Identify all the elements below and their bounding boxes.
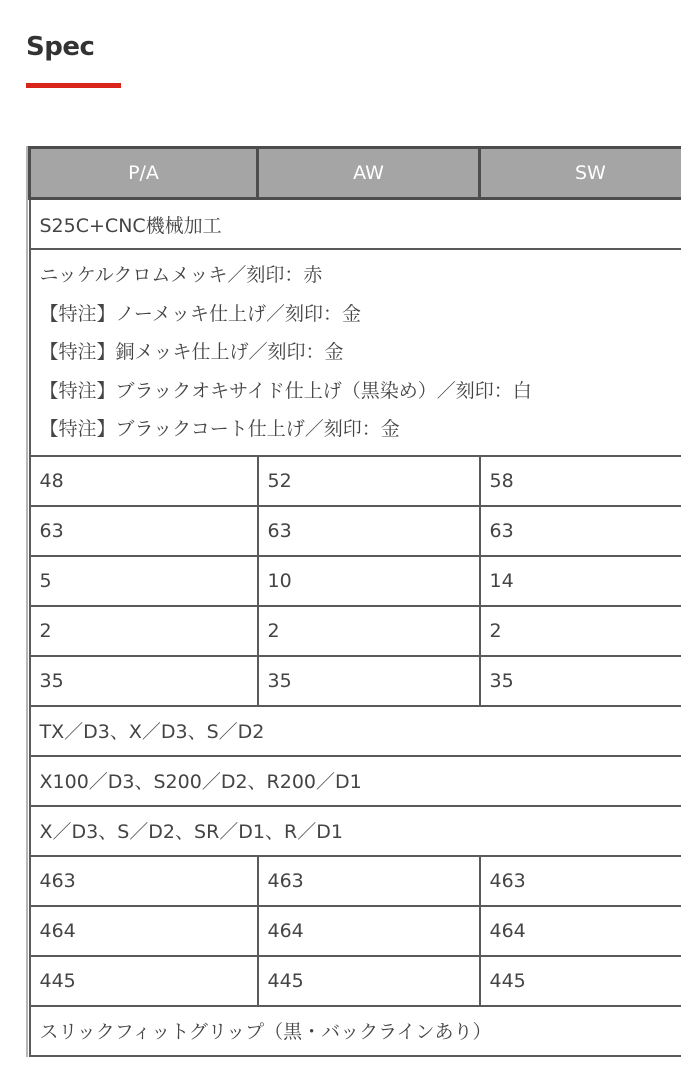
finish-line: 【特注】ノーメッキ仕上げ／刻印：金	[39, 302, 361, 325]
table-cell: 35	[258, 656, 480, 706]
table-row	[30, 906, 681, 956]
table-cell: 5	[30, 556, 258, 606]
header-pa: P/A	[30, 148, 258, 199]
spec-table	[28, 146, 681, 1057]
table-cell: 445	[480, 956, 681, 1006]
table-cell: 63	[480, 506, 681, 556]
table-cell: 445	[30, 956, 258, 1006]
shaft-row	[30, 806, 681, 856]
table-cell: 445	[258, 956, 480, 1006]
table-cell: 464	[480, 906, 681, 956]
table-row	[30, 856, 681, 906]
table-cell: 2	[30, 606, 258, 656]
finish-line: 【特注】ブラックコート仕上げ／刻印：金	[39, 418, 400, 440]
table-cell: 58	[480, 456, 681, 506]
title-underline	[26, 83, 121, 88]
table-row	[30, 606, 681, 656]
material-row	[30, 199, 681, 250]
spec-table-container[interactable]	[26, 146, 681, 1057]
shaft-cell: TX／D3、X／D3、S／D2	[30, 706, 681, 756]
grip-row	[30, 1006, 681, 1056]
shaft-cell: X100／D3、S200／D2、R200／D1	[30, 756, 681, 806]
header-sw: SW	[480, 148, 681, 199]
table-cell: 464	[258, 906, 480, 956]
table-cell: 48	[30, 456, 258, 506]
shaft-row	[30, 706, 681, 756]
shaft-row	[30, 756, 681, 806]
table-cell: 63	[258, 506, 480, 556]
table-cell: 463	[30, 856, 258, 906]
table-cell: 35	[30, 656, 258, 706]
shaft-cell: X／D3、S／D2、SR／D1、R／D1	[30, 806, 681, 856]
table-row	[30, 656, 681, 706]
material-cell: S25C+CNC機械加工	[30, 199, 681, 250]
section-title: Spec	[26, 32, 95, 62]
table-cell: 2	[480, 606, 681, 656]
finish-row	[30, 249, 681, 456]
table-cell: 2	[258, 606, 480, 656]
finish-line: ニッケルクロムメッキ／刻印：赤	[39, 264, 323, 286]
table-cell: 52	[258, 456, 480, 506]
table-row	[30, 556, 681, 606]
table-row	[30, 956, 681, 1006]
grip-cell: スリックフィットグリップ（黒・バックラインあり）	[30, 1006, 681, 1056]
table-cell: 464	[30, 906, 258, 956]
finish-line: 【特注】ブラックオキサイド仕上げ（黒染め）／刻印：白	[39, 379, 532, 402]
table-cell: 463	[258, 856, 480, 906]
table-cell: 14	[480, 556, 681, 606]
header-aw: AW	[258, 148, 480, 199]
table-cell: 63	[30, 506, 258, 556]
table-cell: 463	[480, 856, 681, 906]
table-row	[30, 506, 681, 556]
finish-line: 【特注】銅メッキ仕上げ／刻印：金	[39, 341, 344, 363]
table-cell: 10	[258, 556, 480, 606]
table-row	[30, 456, 681, 506]
table-cell: 35	[480, 656, 681, 706]
finish-cell	[30, 249, 681, 456]
spec-header-row	[30, 148, 681, 199]
